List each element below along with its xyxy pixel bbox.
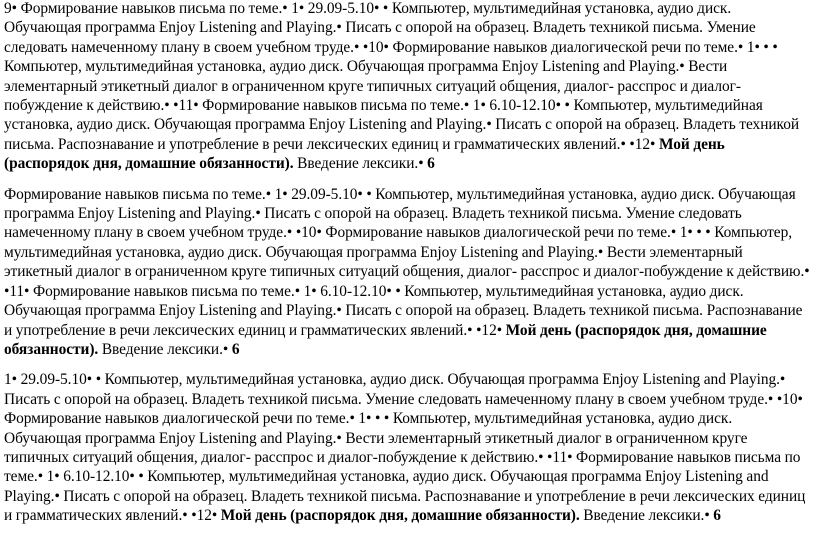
paragraph-3 — [4, 370, 810, 525]
paragraph-text: Введение лексики.• — [579, 507, 714, 525]
paragraph-1 — [4, 0, 810, 174]
paragraph-text: Введение лексики.• — [293, 155, 428, 173]
paragraph-text: 9• Формирование навыков письма по теме.• 1• 29.09-5.10• • Компьютер, мультимедийная установка, аудио диск. Обучающая программа Enjoy Listening and Playing.• Писать с опорой на образец. Владеть техникой письма. Умение следовать намеченному плану в своем учебном труде.• •10• Формирование навыков диалогической речи по теме.• 1• • • Компьютер, мультимедийная установка, аудио диск. Обучающая программа Enjoy Listening and Playing.• Вести элементарный этикетный диалог в ограниченном круге типичных ситуаций общения, диалог- расспрос и диалог-побуждение к действию.• •11• Формирование навыков письма по теме.• 1• 6.10-12.10• • Компьютер, мультимедийная установка, аудио диск. Обучающая программа Enjoy Listening and Playing.• Писать с опорой на образец. Владеть техникой письма. Распознавание и употребление в речи лексических единиц и грамматических явлений.• •12• — [4, 0, 800, 153]
hours-count: 6 — [231, 340, 240, 358]
hours-count: 6 — [427, 155, 435, 173]
topic-title: Мой день (распорядок дня, домашние обязанности). — [220, 507, 580, 525]
paragraph-2 — [4, 185, 810, 360]
paragraph-text: 1• 29.09-5.10• • Компьютер, мультимедийная установка, аудио диск. Обучающая программа Enjoy Listening and Playing.• Писать с опорой на образец. Владеть техникой письма. Умение следовать намеченному плану в своем учебном труде.• •10• Формирование навыков диалогической речи по теме.• 1• • • Компьютер, мультимедийная установка, аудио диск. Обучающая программа Enjoy Listening and Playing.• Вести элементарный этикетный диалог в ограниченном круге типичных ситуаций общения, диалог- расспрос и диалог-побуждение к действию.• •11• Формирование навыков письма по теме.• 1• 6.10-12.10• • Компьютер, мультимедийная установка, аудио диск. Обучающая программа Enjoy Listening and Playing.• Писать с опорой на образец. Владеть техникой письма. Распознавание и употребление в речи лексических единиц и грамматических явлений.• •12• — [4, 371, 806, 525]
paragraph-text: Формирование навыков письма по теме.• 1• 29.09-5.10• • Компьютер, мультимедийная установка, аудио диск. Обучающая программа Enjoy Listening and Playing.• Писать с опорой на образец. Владеть техникой письма. Умение следовать намеченному плану в своем учебном труде.• •10• Формирование навыков диалогической речи по теме.• 1• • • Компьютер, мультимедийная установка, аудио диск. Обучающая программа Enjoy Listening and Playing.• Вести элементарный этикетный диалог в ограниченном круге типичных ситуаций общения, диалог- расспрос и диалог-побуждение к действию.• •11• Формирование навыков письма по теме.• 1• 6.10-12.10• • Компьютер, мультимедийная установка, аудио диск. Обучающая программа Enjoy Listening and Playing.• Писать с опорой на образец. Владеть техникой письма. Распознавание и употребление в речи лексических единиц и грамматических явлений.• •12• — [4, 185, 810, 339]
hours-count: 6 — [713, 507, 721, 525]
topic-title: Мой день (распорядок дня, домашние обязанности). — [4, 135, 725, 173]
paragraph-text: Введение лексики.• — [98, 340, 232, 358]
topic-title: Мой день (распорядок дня, домашние обязанности). — [4, 321, 767, 358]
